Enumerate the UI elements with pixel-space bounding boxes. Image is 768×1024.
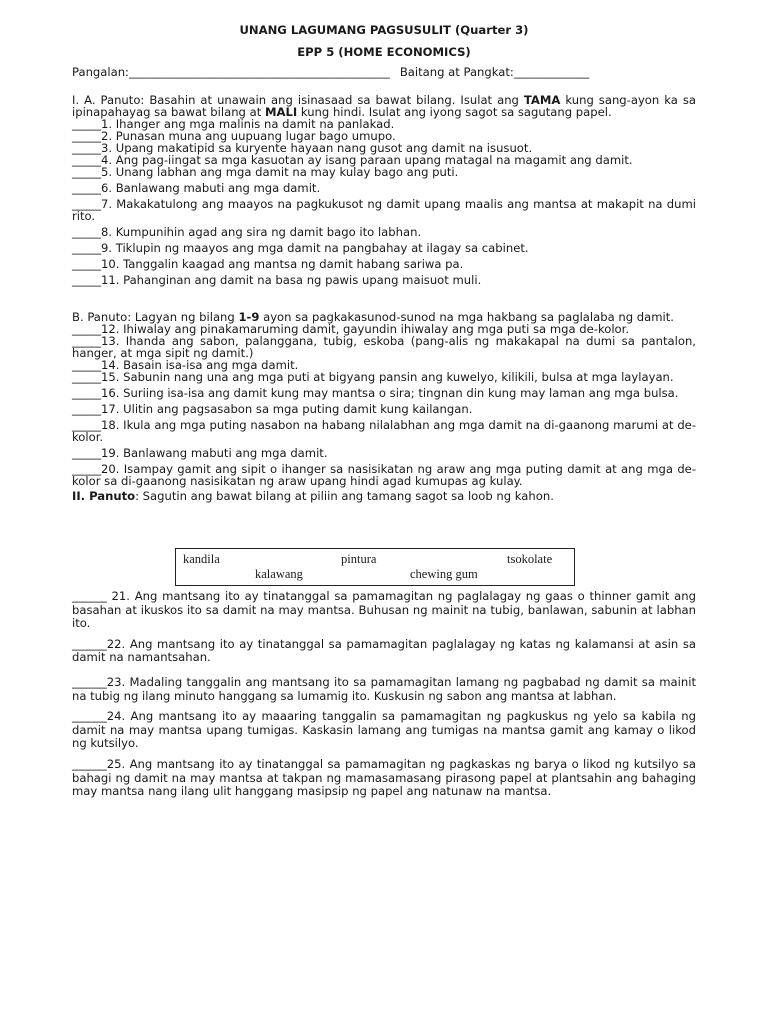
question-item[interactable]: _____17. Ulitin ang pagsasabon sa mga puting damit kung kailangan. — [72, 402, 473, 416]
question-item[interactable]: _____14. Basain isa-isa ang mga damit. — [72, 358, 299, 372]
question-item[interactable]: _____15. Sabunin nang una ang mga puti at bigyang pansin ang kuwelyo, kilikili, bulsa at mga laylayan. — [72, 370, 674, 384]
question-item[interactable]: _____12. Ihiwalay ang pinakamaruming damit, gayundin ihiwalay ang mga puti sa mga de-kolor. — [72, 322, 630, 336]
student-info-row — [72, 66, 696, 78]
part-ia-items — [72, 118, 696, 286]
question-item[interactable]: _____13. Ihanda ang sabon, palanggana, tubig, eskoba (pang-alis ng makakapal na dumi sa pantalon, hanger, at mga sipit ng damit.) — [72, 334, 696, 360]
question-item[interactable]: ______22. Ang mantsang ito ay tinatanggal sa pamamagitan paglalagay ng katas ng kalamansi at asin sa damit na namantsahan. — [72, 636, 696, 665]
question-item[interactable]: _____2. Punasan muna ang uupuang lugar bago umupo. — [72, 129, 396, 143]
quiz-page — [72, 24, 696, 502]
choices-box — [175, 548, 575, 586]
question-item[interactable]: ______23. Madaling tanggalin ang mantsang ito sa pamamagitan lamang ng pagbabad ng damit sa mainit na tubig ng ilang minuto hanggang sa lumamig ito. Kuskusin ng sabon ang mantsa at labhan. — [72, 674, 696, 703]
question-item[interactable]: _____20. Isampay gamit ang sipit o ihanger sa nasisikatan ng araw ang mga puting damit at ang mga de-kolor sa di-gaanong nasisikatan ng araw upang hindi agad kumupas ag kulay. — [72, 462, 696, 488]
part-ii-items — [72, 590, 696, 799]
question-item[interactable]: _____10. Tanggalin kaagad ang mantsa ng damit habang sariwa pa. — [72, 257, 464, 271]
question-item[interactable]: _____6. Banlawang mabuti ang mga damit. — [72, 181, 321, 195]
question-item[interactable]: _____16. Suriing isa-isa ang damit kung may mantsa o sira; tingnan din kung may laman ang mga bulsa. — [72, 386, 679, 400]
range-keyword: 1-9 — [238, 310, 260, 324]
question-item[interactable]: _____11. Pahanginan ang damit na basa ng pawis upang maisuot muli. — [72, 273, 482, 287]
question-item[interactable]: _____18. Ikula ang mga puting nasabon na habang nilalabhan ang mga damit na di-gaanong marumi at de-kolor. — [72, 418, 696, 444]
question-item[interactable]: _____3. Upang makatipid sa kuryente hayaan nang gusot ang damit na isusuot. — [72, 141, 533, 155]
question-item[interactable]: _____8. Kumpunihin agad ang sira ng damit bago ito labhan. — [72, 225, 422, 239]
question-item[interactable]: ______25. Ang mantsang ito ay tinatanggal sa pamamagitan ng pagkaskas ng barya o likod ng kutsilyo sa bahagi ng damit na may mantsa at takpan ng mamasamasang pirasong papel at plantsahin ang bahaging may mantsa nang ilang ulit hanggang masipsip ng papel ang natunaw na mantsa. — [72, 756, 696, 799]
page-title: UNANG LAGUMANG PAGSUSULIT (Quarter 3) — [239, 23, 529, 37]
question-item[interactable]: _____9. Tiklupin ng maayos ang mga damit na pangbahay at ilagay sa cabinet. — [72, 241, 529, 255]
name-field[interactable]: Pangalan:_____________________________________________ — [72, 65, 390, 79]
part-ii-label: II. Panuto — [72, 489, 136, 503]
choice-tsokolate: tsokolate — [507, 552, 553, 566]
question-item[interactable]: _____1. Ihanger ang mga malinis na damit na panlakad. — [72, 117, 395, 131]
question-item[interactable]: _____19. Banlawang mabuti ang mga damit. — [72, 446, 328, 460]
choice-kandila: kandila — [183, 552, 220, 566]
question-item[interactable]: _____4. Ang pag-iingat sa mga kasuotan ay isang paraan upang matagal na magamit ang damit. — [72, 153, 633, 167]
mali-keyword: MALI — [264, 105, 298, 119]
part-b-instructions: B. Panuto: Lagyan ng bilang 1-9 ayon sa pagkakasunod-sunod na mga hakbang sa paglalaba ng damit. — [72, 310, 674, 324]
part-ii-instructions: II. Panuto: Sagutin ang bawat bilang at piliin ang tamang sagot sa loob ng kahon. — [72, 489, 554, 503]
part-b-items — [72, 323, 696, 487]
tama-keyword: TAMA — [523, 93, 561, 107]
choice-chewing-gum: chewing gum — [410, 567, 478, 581]
question-item[interactable]: ______ 21. Ang mantsang ito ay tinatanggal sa pamamagitan ng paglalagay ng gaas o thinner gamit ang basahan at ikuskos ito sa damit na may mantsa. Buhusan ng mainit na tubig, banlawan, sabunin at labhan ito. — [72, 589, 696, 631]
page-subtitle: EPP 5 (HOME ECONOMICS) — [297, 45, 471, 59]
part-ia-instructions: I. A. Panuto: Basahin at unawain ang isinasaad sa bawat bilang. Isulat ang TAMA kung sang-ayon ka sa ipinapahayag sa bawat bilang at MALI kung hindi. Isulat ang iyong sagot sa sagutang papel. — [72, 93, 697, 119]
choice-pintura: pintura — [341, 552, 377, 566]
choice-kalawang: kalawang — [255, 567, 303, 581]
grade-section-field[interactable]: Baitang at Pangkat:_____________ — [399, 65, 590, 79]
question-item[interactable]: ______24. Ang mantsang ito ay maaaring tanggalin sa pamamagitan ng pagkuskus ng yelo sa kabila ng damit na may mantsa upang tumigas. Kaskasin lamang ang tumigas na mantsa gamit ang kamay o likod ng kutsilyo. — [72, 709, 696, 751]
question-item[interactable]: _____7. Makakatulong ang maayos na pagkukusot ng damit upang maalis ang mantsa at makapit na dumi rito. — [72, 197, 696, 223]
question-item[interactable]: _____5. Unang labhan ang mga damit na may kulay bago ang puti. — [72, 165, 459, 179]
